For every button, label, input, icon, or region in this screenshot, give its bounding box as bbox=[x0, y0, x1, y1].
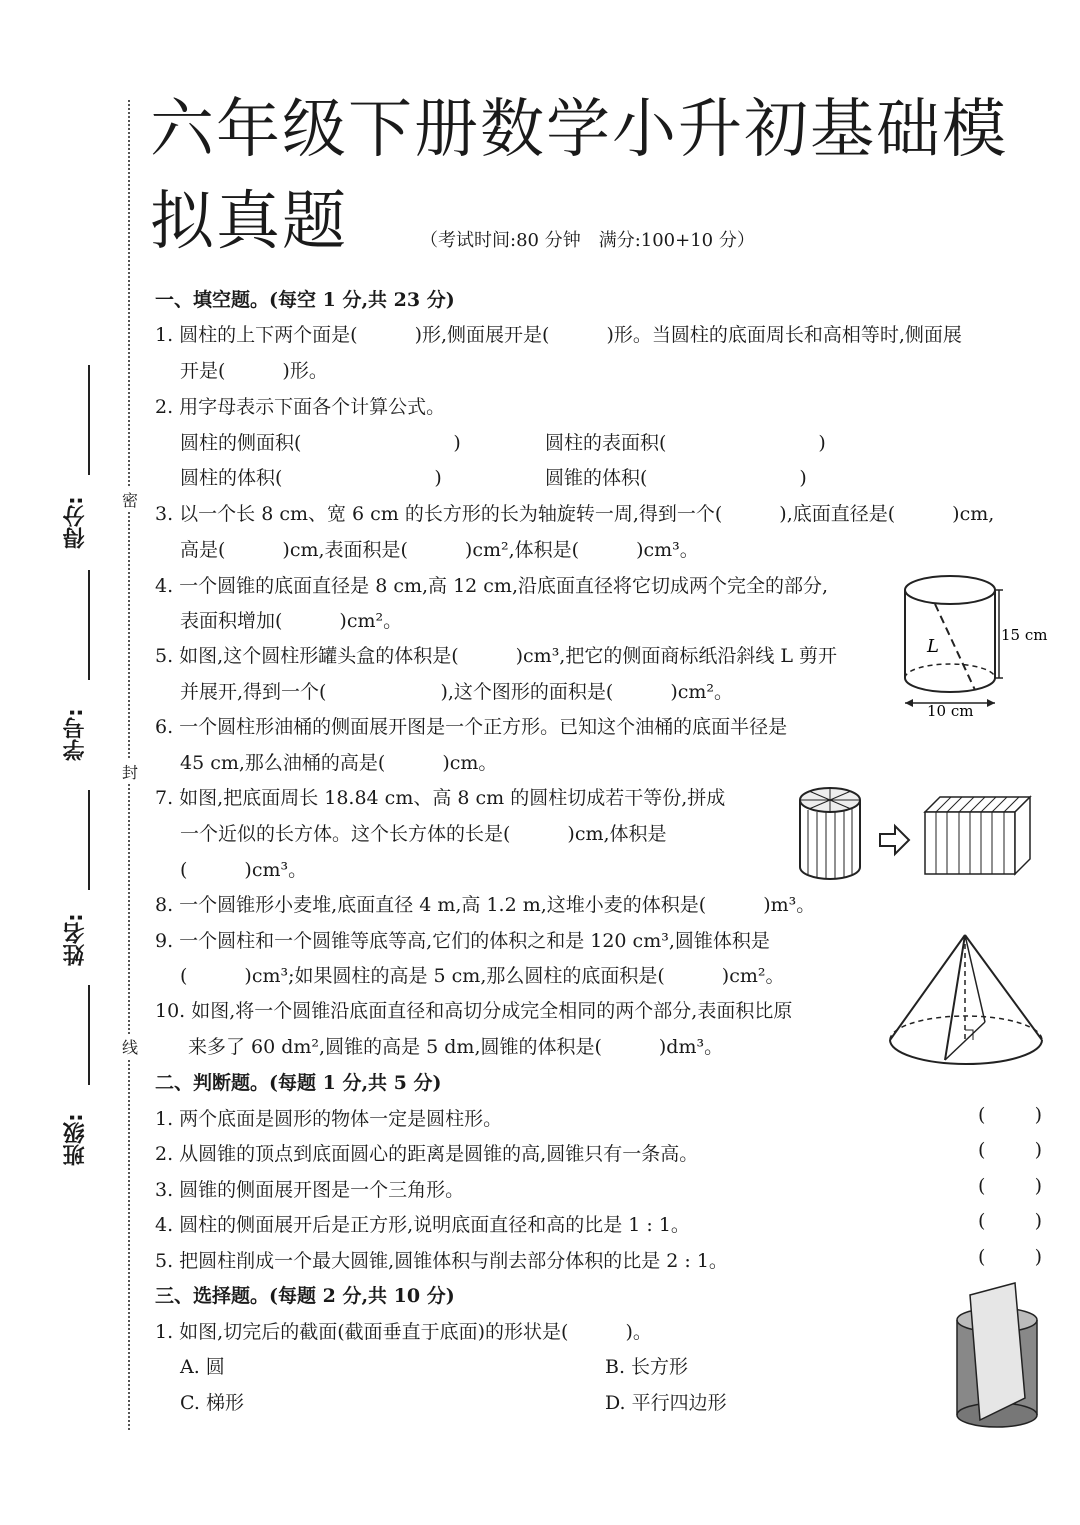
q4-line-b: 表面积增加( )cm²。 bbox=[180, 610, 403, 632]
judge-answer-1[interactable]: ( ) bbox=[978, 1104, 1042, 1126]
judge-answer-3[interactable]: ( ) bbox=[978, 1175, 1042, 1197]
q2-line: 2. 用字母表示下面各个计算公式。 bbox=[155, 396, 446, 418]
q9-line-a: 9. 一个圆柱和一个圆锥等底等高,它们的体积之和是 120 cm³,圆锥体积是 bbox=[155, 930, 770, 952]
q6-line-b: 45 cm,那么油桶的高是( )cm。 bbox=[180, 752, 498, 774]
judge-item-4: 4. 圆柱的侧面展开后是正方形,说明底面直径和高的比是 1 : 1。 bbox=[155, 1214, 690, 1236]
q5-line-a: 5. 如图,这个圆柱形罐头盒的体积是( )cm³,把它的侧面商标纸沿斜线 L 剪开 bbox=[155, 645, 838, 667]
option-b[interactable]: B. 长方形 bbox=[605, 1356, 689, 1378]
cylinder-to-cuboid-figure bbox=[795, 782, 1065, 882]
q5-line-b: 并展开,得到一个( ),这个图形的面积是( )cm²。 bbox=[180, 681, 734, 703]
cut-line-label: L bbox=[927, 636, 939, 657]
judge-answer-5[interactable]: ( ) bbox=[978, 1246, 1042, 1268]
student-id-line bbox=[88, 570, 90, 680]
section2-heading: 二、判断题。(每题 1 分,共 5 分) bbox=[155, 1072, 442, 1094]
judge-item-5: 5. 把圆柱削成一个最大圆锥,圆锥体积与削去部分体积的比是 2 : 1。 bbox=[155, 1250, 728, 1272]
judge-item-1: 1. 两个底面是圆形的物体一定是圆柱形。 bbox=[155, 1108, 503, 1130]
height-label: 15 cm bbox=[1001, 626, 1048, 644]
option-c[interactable]: C. 梯形 bbox=[180, 1392, 244, 1414]
student-id-label: 学号: bbox=[63, 708, 88, 762]
score-line bbox=[88, 365, 90, 475]
choice-q1: 1. 如图,切完后的截面(截面垂直于底面)的形状是( )。 bbox=[155, 1321, 652, 1343]
section1-heading: 一、填空题。(每空 1 分,共 23 分) bbox=[155, 289, 455, 311]
q10-line-b: 来多了 60 dm²,圆锥的高是 5 dm,圆锥的体积是( )dm³。 bbox=[188, 1036, 724, 1058]
q2-cylinder-volume: 圆柱的体积( ) bbox=[180, 467, 442, 489]
cylinder-section-figure bbox=[945, 1280, 1055, 1430]
q2-cone-volume: 圆锥的体积( ) bbox=[545, 467, 807, 489]
seal-char-xian: 线 bbox=[120, 1035, 140, 1058]
judge-answer-4[interactable]: ( ) bbox=[978, 1210, 1042, 1232]
q1-line-a: 1. 圆柱的上下两个面是( )形,侧面展开是( )形。当圆柱的底面周长和高相等时,侧面展 bbox=[155, 324, 962, 346]
q1-line-b: 开是( )形。 bbox=[180, 360, 328, 382]
section3-heading: 三、选择题。(每题 2 分,共 10 分) bbox=[155, 1285, 455, 1307]
q3-line-a: 3. 以一个长 8 cm、宽 6 cm 的长方形的长为轴旋转一周,得到一个( ),底面直径是( )cm, bbox=[155, 503, 995, 525]
q6-line-a: 6. 一个圆柱形油桶的侧面展开图是一个正方形。已知这个油桶的底面半径是 bbox=[155, 716, 788, 738]
q9-line-b: ( )cm³;如果圆柱的高是 5 cm,那么圆柱的底面积是( )cm²。 bbox=[180, 965, 785, 987]
judge-item-3: 3. 圆锥的侧面展开图是一个三角形。 bbox=[155, 1179, 465, 1201]
q2-surface-area: 圆柱的表面积( ) bbox=[545, 432, 826, 454]
exam-info: （考试时间:80 分钟 满分:100+10 分） bbox=[420, 230, 755, 251]
option-d[interactable]: D. 平行四边形 bbox=[605, 1392, 727, 1414]
seal-char-mi: 密 bbox=[120, 488, 140, 511]
q2-lateral-area: 圆柱的侧面积( ) bbox=[180, 432, 461, 454]
page-title: 六年级下册数学小升初基础模拟真题 bbox=[150, 93, 1008, 259]
diameter-label: 10 cm bbox=[927, 702, 974, 718]
q3-line-b: 高是( )cm,表面积是( )cm²,体积是( )cm³。 bbox=[180, 539, 699, 561]
judge-item-2: 2. 从圆锥的顶点到底面圆心的距离是圆锥的高,圆锥只有一条高。 bbox=[155, 1143, 699, 1165]
q7-line-c: ( )cm³。 bbox=[180, 859, 308, 881]
judge-answer-2[interactable]: ( ) bbox=[978, 1139, 1042, 1161]
q7-line-a: 7. 如图,把底面周长 18.84 cm、高 8 cm 的圆柱切成若干等份,拼成 bbox=[155, 787, 726, 809]
seal-char-feng: 封 bbox=[120, 760, 140, 783]
q8-line: 8. 一个圆锥形小麦堆,底面直径 4 m,高 1.2 m,这堆小麦的体积是( )m³。 bbox=[155, 894, 816, 916]
name-label: 姓名: bbox=[63, 913, 88, 967]
name-line bbox=[88, 790, 90, 890]
option-a[interactable]: A. 圆 bbox=[180, 1356, 225, 1378]
q10-line-a: 10. 如图,将一个圆锥沿底面直径和高切分成完全相同的两个部分,表面积比原 bbox=[155, 1000, 793, 1022]
q7-line-b: 一个近似的长方体。这个长方体的长是( )cm,体积是 bbox=[180, 823, 667, 845]
class-label: 班级: bbox=[63, 1113, 88, 1167]
cone-cut-figure bbox=[885, 930, 1050, 1070]
q4-line-a: 4. 一个圆锥的底面直径是 8 cm,高 12 cm,沿底面直径将它切成两个完全的部分, bbox=[155, 575, 829, 597]
score-label: 得分: bbox=[63, 496, 88, 550]
cylinder-can-figure bbox=[895, 568, 1055, 718]
class-line bbox=[88, 985, 90, 1085]
